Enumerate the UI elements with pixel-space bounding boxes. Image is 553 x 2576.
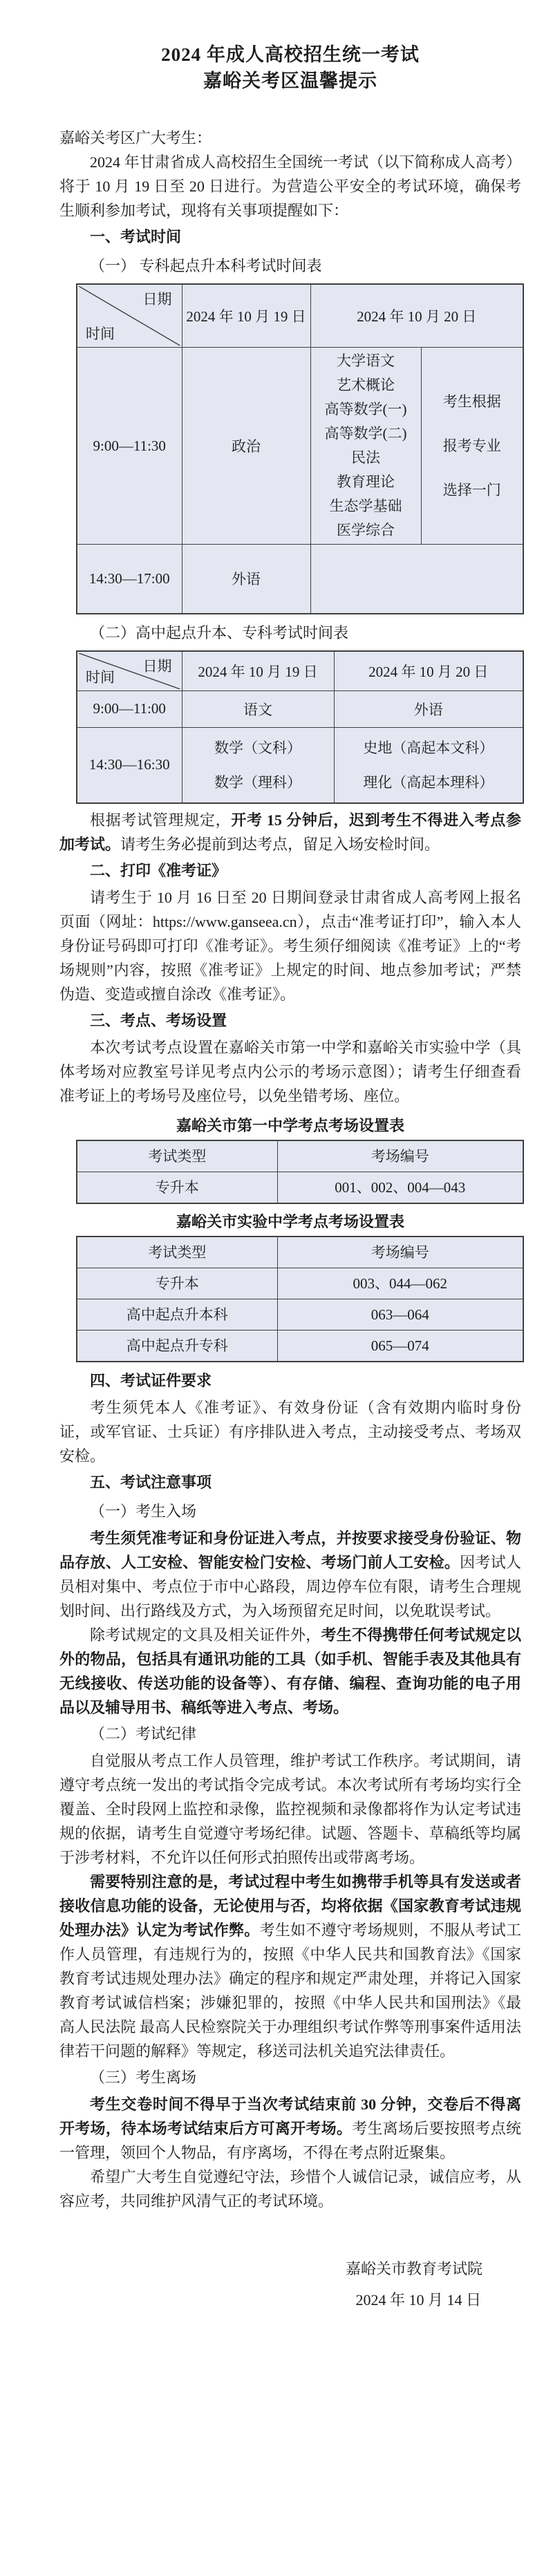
note-line: 选择一门 (442, 482, 501, 498)
subject-cell (334, 727, 523, 803)
text-run: 请考生务必提前到达考点，留足入场安检时间。 (120, 835, 440, 853)
subject-item: 民法 (351, 449, 380, 466)
subheading-leaving: （三）考生离场 (90, 2068, 197, 2086)
diagonal-header (79, 286, 180, 346)
section-heading-sites: 三、考点、考场设置 (90, 1011, 227, 1029)
time-cell: 9:00—11:00 (77, 690, 182, 727)
table-row (77, 1172, 523, 1203)
note-line: 考生根据 (442, 393, 501, 410)
subject-cell: 语文 (182, 690, 334, 727)
issuer-name: 嘉峪关市教育考试院 (345, 2259, 482, 2277)
section-heading-id-requirements: 四、考试证件要求 (90, 1371, 212, 1389)
table-row (77, 348, 523, 545)
subject-cell: 外语 (334, 690, 523, 727)
text-run: 除考试规定的文具及相关证件外， (90, 1626, 321, 1644)
subheading-discipline: （二）考试纪律 (90, 1724, 197, 1742)
subject-cell: 外语 (182, 545, 310, 614)
subject-item: 数学（理科） (214, 773, 301, 791)
exam-type-cell: 专升本 (77, 1268, 277, 1299)
document-title (59, 41, 521, 94)
signature-block (59, 2253, 521, 2315)
print-ticket-paragraph: 请考生于 10 月 16 日至 20 日期间登录甘肃省成人高考网上报名页面（网址：https://www.ganseea.cn），点击“准考证打印”，输入本人身份证号码即可打印《准考证》。考生须仔细阅读《准考证》上的“考场规则”内容，按照《准考证》上规定的时间、地点参加考试；严禁伪造、变造或擅自涂改《准考证》。 (59, 888, 521, 1003)
intro-paragraph: 2024 年甘肃省成人高校招生全国统一考试（以下简称成人高考）将于 10 月 19 日至 20 日进行。为营造公平安全的考试环境，确保考生顺利参加考试，现将有关事项提醒如下： (59, 153, 521, 219)
room-number-cell: 065—074 (277, 1330, 523, 1362)
corner-cell (77, 651, 182, 691)
time-cell: 9:00—11:30 (77, 348, 182, 545)
corner-label-date: 日期 (142, 657, 172, 675)
subject-item: 大学语文 (337, 352, 395, 369)
leaving-paragraph-2: 希望广大考生自觉遵纪守法，珍惜个人诚信记录，诚信应考，从容应考，共同维护风清气正的考试环境。 (59, 2168, 521, 2210)
subject-item: 生态学基础 (329, 498, 402, 514)
table-row (77, 1140, 523, 1172)
text-run: 因考试人员相对集中、考点位于市中心路段，周边停车位有限，请考生合理规划时间、出行路线及方式，为入场预留充足时间，以免耽误考试。 (59, 1553, 521, 1619)
text-run: 根据考试管理规定， (90, 811, 232, 829)
subject-item: 高等数学(二) (324, 425, 407, 442)
section-heading-print-ticket: 二、打印《准考证》 (90, 861, 227, 879)
column-header-room-number: 考场编号 (277, 1140, 523, 1172)
subheading-upgrade-timetable: （一） 专科起点升本科考试时间表 (90, 257, 322, 274)
time-cell: 14:30—16:30 (77, 727, 182, 803)
table-row (77, 1268, 523, 1299)
leaving-paragraph-1 (59, 2092, 521, 2165)
subject-item: 教育理论 (337, 473, 395, 490)
salutation: 嘉峪关考区广大考生： (59, 129, 212, 147)
text-run: 考生交卷时间不得早于当次考试结束前 30 分钟，交卷后不得离开考场，待本场考试结束后方可离开考场。 (59, 2095, 521, 2137)
table-row (77, 651, 523, 691)
date-header-oct20: 2024 年 10 月 20 日 (310, 284, 523, 348)
subheading-entry: （一）考生入场 (90, 1502, 197, 1520)
room-number-cell: 003、044—062 (277, 1268, 523, 1299)
issue-date: 2024 年 10 月 14 日 (355, 2291, 481, 2309)
choose-one-note-cell (421, 348, 523, 545)
section-heading-exam-time: 一、考试时间 (90, 228, 182, 245)
room-number-cell: 063—064 (277, 1299, 523, 1330)
discipline-paragraph-2 (59, 1870, 521, 2063)
sites-paragraph: 本次考试考点设置在嘉峪关市第一中学和嘉峪关市实验中学（具体考场对应教室号详见考点内公示的考场示意图）；请考生仔细查看准考证上的考场号及座位号，以免坐错考场、座位。 (59, 1038, 521, 1104)
document-title-line2: 嘉峪关考区温馨提示 (203, 70, 377, 91)
text-run: 考生离场后要按照考点统一管理，领回个人物品，有序离场，不得在考点附近聚集。 (59, 2119, 521, 2161)
discipline-paragraph-1: 自觉服从考点工作人员管理，维护考试工作秩序。考试期间，请遵守考点统一发出的考试指令完成考试。本次考试所有考场均实行全覆盖、全时段网上监控和录像，监控视频和录像都将作为认定考试违规的依据，请考生自觉遵守考场纪律。试题、答题卡、草稿纸等均属于涉考材料，不允许以任何形式拍照传出或带离考场。 (59, 1751, 521, 1866)
exam-type-cell: 高中起点升本科 (77, 1299, 277, 1330)
text-run: 需要特别注意的是，考试过程中考生如携带手机等具有发送或者接收信息功能的设备，无论使用与否，均将依据《国家教育考试违规处理办法》认定为考试作弊。 (59, 1872, 521, 1939)
subject-item: 医学综合 (337, 522, 395, 538)
column-header-exam-type: 考试类型 (77, 1237, 277, 1268)
corner-label-time: 时间 (86, 668, 115, 686)
table-row (77, 727, 523, 803)
table-row (77, 690, 523, 727)
table-row (77, 1237, 523, 1268)
text-run: 开考 15 分钟后，迟到考生不得进入考点参加考试。 (59, 811, 521, 853)
id-requirements-paragraph: 考生须凭本人《准考证》、有效身份证（含有效期内临时身份证，或军官证、士兵证）有序排队进入考点，主动接受考点、考场双安检。 (59, 1398, 521, 1465)
date-header-oct20: 2024 年 10 月 20 日 (334, 651, 523, 691)
subject-list-cell (310, 348, 421, 545)
corner-cell (77, 284, 182, 348)
section-heading-exam-notes: 五、考试注意事项 (90, 1473, 212, 1491)
column-header-room-number: 考场编号 (277, 1237, 523, 1268)
subject-item: 史地（高起本文科） (363, 739, 494, 756)
note-line: 报考专业 (442, 438, 501, 454)
text-run: 考生不得携带任何考试规定以外的物品，包括具有通讯功能的工具（如手机、智能手表及其他具有无线接收、传送功能的设备等）、有存储、编程、查询功能的电子用品以及辅导用书、稿纸等进入考点、考场。 (59, 1626, 521, 1716)
site1-room-table (76, 1140, 524, 1204)
corner-label-time: 时间 (86, 326, 115, 342)
subject-item: 艺术概论 (337, 377, 395, 393)
subject-item: 理化（高起本理科） (363, 773, 494, 791)
empty-cell (310, 545, 523, 614)
exam-type-cell: 高中起点升专科 (77, 1330, 277, 1362)
time-cell: 14:30—17:00 (77, 545, 182, 614)
column-header-exam-type: 考试类型 (77, 1140, 277, 1172)
site2-table-title: 嘉峪关市实验中学考点考场设置表 (176, 1212, 404, 1230)
entry-paragraph-2 (59, 1623, 521, 1720)
late-arrival-note (59, 808, 521, 856)
corner-label-date: 日期 (142, 291, 172, 308)
subject-cell (182, 727, 334, 803)
table-row (77, 1330, 523, 1362)
table-row (77, 284, 523, 348)
text-run: 考生如不遵守考场规则，不服从考试工作人员管理，有违规行为的，按照《中华人民共和国教育法》《国家教育考试违规处理办法》确定的程序和规定严肃处理，并将记入国家教育考试诚信档案；涉嫌犯罪的，按照《中华人民共和国刑法》《最高人民法院 最高人民检察院关于办理组织考试作弊等刑事案件适用法律若干问题的解释》等规定，移送司法机关追究法律责任。 (59, 1921, 521, 2060)
subject-item: 高等数学(一) (324, 401, 407, 417)
date-header-oct19: 2024 年 10 月 19 日 (182, 651, 334, 691)
subheading-highschool-timetable: （二）高中起点升本、专科考试时间表 (90, 623, 349, 641)
document-title-line1: 2024 年成人高校招生统一考试 (161, 44, 420, 65)
site1-table-title: 嘉峪关市第一中学考点考场设置表 (176, 1116, 404, 1134)
exam-type-cell: 专升本 (77, 1172, 277, 1203)
table-row (77, 545, 523, 614)
timetable-highschool (76, 650, 524, 804)
timetable-upgrade (76, 283, 524, 614)
date-header-oct19: 2024 年 10 月 19 日 (182, 284, 310, 348)
entry-paragraph-1 (59, 1526, 521, 1623)
subject-cell: 政治 (182, 348, 310, 545)
subject-item: 数学（文科） (214, 739, 301, 756)
diagonal-header (79, 653, 180, 689)
room-number-cell: 001、002、004—043 (277, 1172, 523, 1203)
text-run: 考生须凭准考证和身份证进入考点，并按要求接受身份验证、物品存放、人工安检、智能安检门安检、考场门前人工安检。 (59, 1529, 521, 1571)
table-row (77, 1299, 523, 1330)
site2-room-table (76, 1236, 524, 1362)
